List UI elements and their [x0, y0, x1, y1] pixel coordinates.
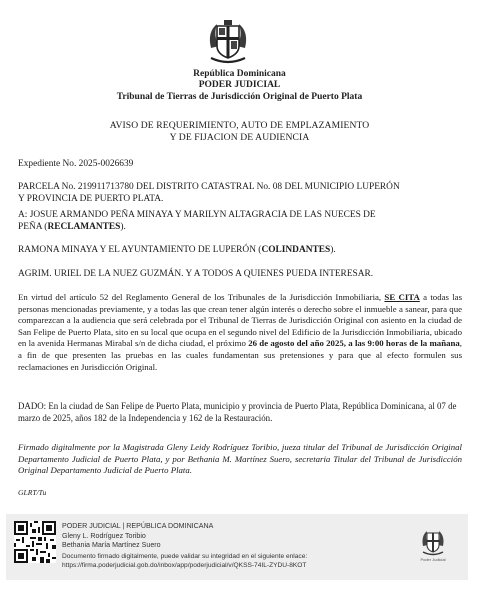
parcela-line1: PARCELA No. 219911713780 DEL DISTRITO CATASTRAL No. 08 DEL MUNICIPIO LUPERÓN [18, 182, 400, 192]
header-branch: PODER JUDICIAL [198, 80, 281, 90]
signature-paragraph: Firmado digitalmente por la Magistrada Gleny Leidy Rodríguez Toribio, jueza titular del Tribunal de Jurisdicción Original Departamento Judicial de Puerto Plata, y por Bethania M. Martínez Suero, secretaria Titular del Tribunal de Jurisdicción Original Departamento Judicial de Puerto Plata. [18, 442, 462, 476]
colindantes-line [18, 244, 462, 256]
colindantes-post: ). [330, 245, 336, 255]
colindantes-label: COLINDANTES [261, 245, 331, 255]
citation-paragraph [18, 292, 462, 373]
header-tribunal: Tribunal de Tierras de Jurisdicción Original de Puerto Plata [116, 92, 363, 102]
citation-part1: En virtud del artículo 52 del Reglamento General de los Tribunales de la Jurisdicción Inmobiliaria, [18, 292, 385, 302]
citation-part2: a todas las personas mencionadas previamente, y a todas las que crean tener algún interés o derecho sobre el inmueble a sanear, para que comparezcan a la audiencia que será celebrada por el Tribunal de Tierras de Jurisdicción Original con asiento en la ciudad de San Felipe de Puerto Plata, sito en su local que ocupa en el segundo nivel del Edificio de la Jurisdicción Inmobiliaria, ubicado en la avenida Hermanas Mirabal s/n de dicha ciudad, el próximo [18, 292, 463, 349]
coat-of-arms-icon [203, 18, 253, 68]
footer-validation-note: Documento firmado digitalmente, puede validar su integridad en el siguiente enlace: [62, 553, 308, 560]
reclamantes-line1: A: JOSUE ARMANDO PEÑA MINAYA Y MARILYN ALTAGRACIA DE LAS NUECES DE [18, 210, 376, 220]
footer-validation-link[interactable]: https://firma.poderjudicial.gob.do/inbox/app/poderjudicial/v/QKSS-74IL-ZYDU-8KOT [62, 562, 307, 569]
initials: GLRT/Tu [18, 488, 47, 497]
parcela-block [18, 181, 462, 205]
footer-logo-caption: Poder Judicial [420, 557, 446, 562]
header-country: República Dominicana [193, 69, 286, 79]
reclamantes-post: ). [120, 222, 126, 233]
footer-branch: PODER JUDICIAL | REPÚBLICA DOMINICANA [62, 522, 214, 530]
reclamantes-block [18, 209, 462, 233]
document-title-line2: Y DE FIJACION DE AUDIENCIA [169, 132, 310, 143]
footer-signer-2: Bethania María Martínez Suero [62, 541, 161, 549]
reclamantes-pre: PEÑA ( [18, 222, 48, 233]
parcela-line2: Y PROVINCIA DE PUERTO PLATA. [18, 194, 164, 205]
reclamantes-line2 [18, 221, 462, 233]
colindantes-pre: RAMONA MINAYA Y EL AYUNTAMIENTO DE LUPERÓN ( [18, 245, 262, 255]
se-cita-label: SE CITA [384, 292, 420, 302]
poder-judicial-logo-icon [418, 528, 448, 558]
agrimensor-line: AGRIM. URIEL DE LA NUEZ GUZMÁN. Y A TODOS A QUIENES PUEDA INTERESAR. [18, 269, 374, 279]
dado-paragraph: DADO: En la ciudad de San Felipe de Puerto Plata, municipio y provincia de Puerto Plata, República Dominicana, al 07 de marzo de 2025, años 182 de la Independencia y 162 de la Restauración. [18, 401, 457, 423]
citation-part3: , a fin de que presenten las pruebas en las cuales fundamentan sus pretensiones y para que al efecto formulen sus reclamaciones en Jurisdicción Original. [18, 338, 462, 372]
hearing-date: 26 de agosto del año 2025, a las 9:00 horas de la mañana [248, 338, 460, 349]
qr-code-icon[interactable] [14, 521, 56, 563]
expediente-number: Expediente No. 2025-0026639 [18, 159, 134, 169]
footer-signer-1: Gleny L. Rodríguez Toribio [62, 532, 146, 540]
reclamantes-label: RECLAMANTES [47, 222, 121, 233]
document-title-line1: AVISO DE REQUERIMIENTO, AUTO DE EMPLAZAMIENTO [109, 120, 370, 131]
